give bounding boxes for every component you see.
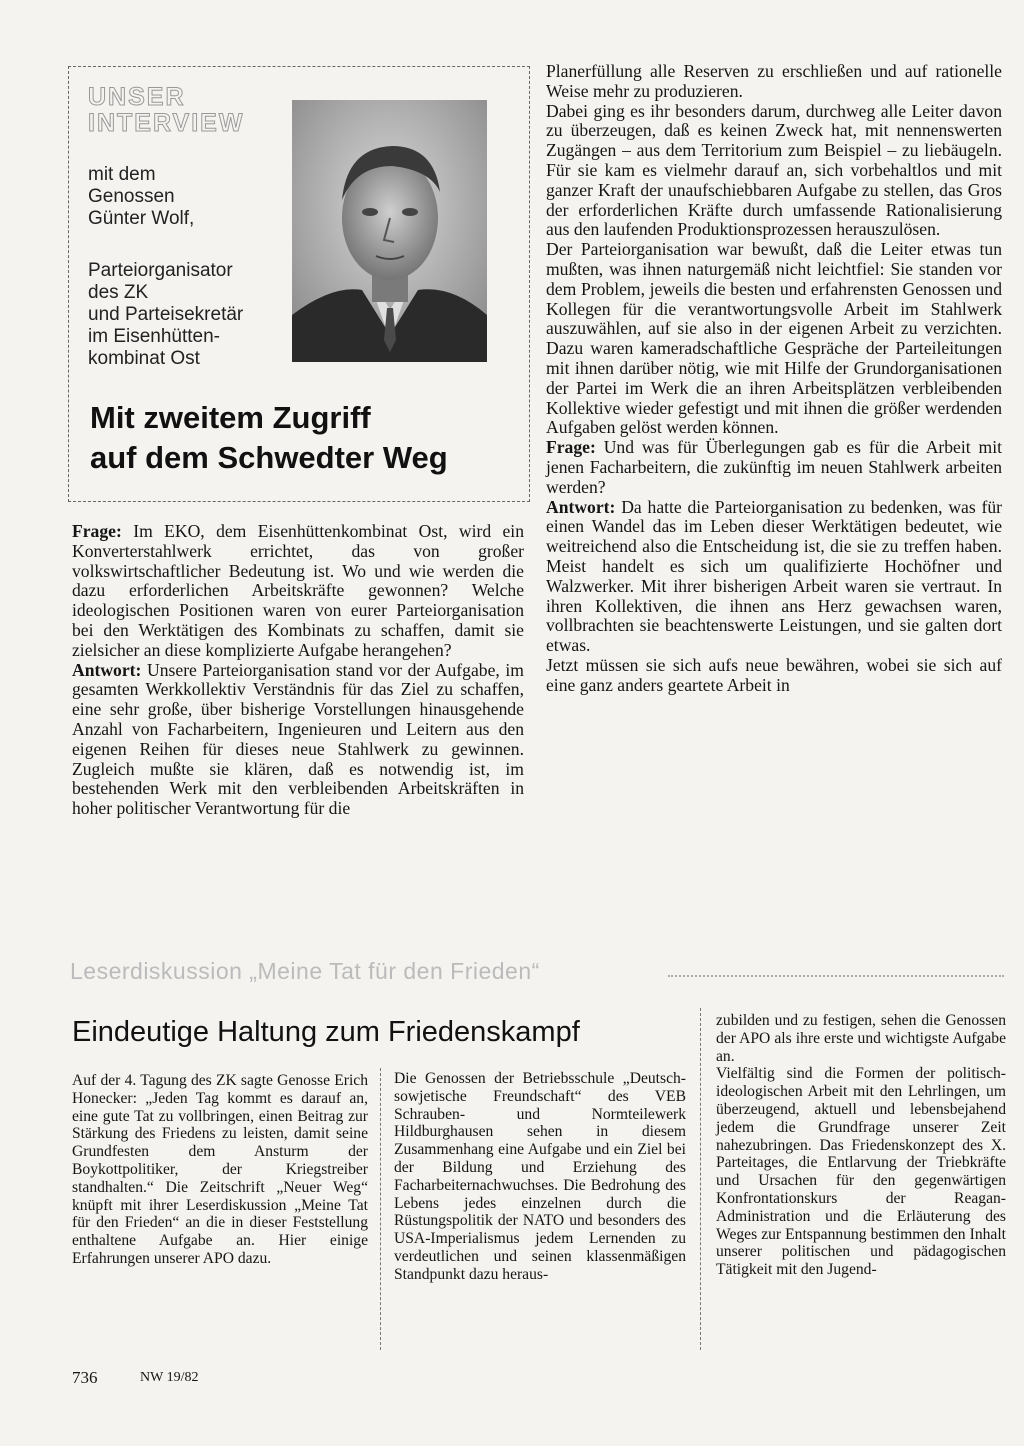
question-paragraph — [72, 522, 524, 661]
answer-text: Da hatte die Parteiorganisation zu bedenken, was für einen Wandel das im Leben dieser Werktätigen bedeutet, wie weitreichend also die Entscheidung ist, die sie zu treffen haben. Meist handelt es sich um qualifizierte Hochöfner und Walzwerker. Mit ihrer bisherigen Arbeit waren sie vertraut. In ihren Kollektiven, die ihnen ans Herz gewachsen waren, vollbrachten sie beachtenswerte Leistungen, und sie galten dort etwas. — [546, 496, 1002, 656]
paragraph: Auf der 4. Tagung des ZK sagte Genosse Erich Honecker: „Jeden Tag kommt es darauf an, eine gute Tat zu vollbringen, einen Beitrag zur Stärkung des Friedens zu leisten, damit seine Grundfesten dem Ansturm der Boykottpolitiker, der Kriegstreiber standhalten.“ Die Zeitschrift „Neuer Weg“ knüpft mit ihrer Leserdiskussion „Meine Tat für den Frieden“ an die in dieser Feststellung enthaltene Aufgabe an. Hier einige Erfahrungen unserer APO dazu. — [72, 1072, 368, 1267]
article-column-1 — [72, 1072, 368, 1268]
paragraph: Dabei ging es ihr besonders darum, durchweg alle Leiter davon zu überzeugen, daß es keinen Zweck hat, mit nennenswerten Zugängen – aus dem Territorium zum Beispiel – zu liebäugeln. Für sie kam es vielmehr darauf an, sich vorbehaltlos und mit ganzer Kraft der unaufschiebbaren Aufgabe zu stellen, das Gros der erforderlichen Kräfte durch umfassende Rationalisierung aus den laufenden Produktionsprozessen herauszulösen. — [546, 100, 1002, 240]
issue-number: NW 19/82 — [140, 1370, 199, 1385]
question-label: Frage: — [546, 437, 596, 458]
interview-headline — [90, 398, 448, 478]
column-divider — [380, 1068, 381, 1350]
interview-left-column — [72, 522, 524, 819]
paragraph: Planerfüllung alle Reserven zu erschließen und auf rationelle Weise mehr zu produzieren. — [546, 61, 1002, 101]
role-line: des ZK — [88, 282, 149, 303]
intro-line: Günter Wolf, — [88, 208, 195, 229]
article-title: Eindeutige Haltung zum Friedenskampf — [72, 1016, 580, 1048]
intro-line: mit dem — [88, 164, 156, 185]
page-number: 736 — [72, 1368, 98, 1387]
headline-line1: Mit zweitem Zugriff — [90, 400, 371, 435]
question-text: Im EKO, dem Eisenhüttenkombinat Ost, wird ein Konverterstahlwerk errichtet, das von großer volkswirtschaftlicher Bedeutung ist. Wo und wie werden die dazu erforderlichen Arbeitskräfte gewonnen? Welche ideologischen Positionen waren von eurer Parteiorganisation bei den Werktätigen des Kombinats zu schaffen, damit sie zielsicher an diese komplizierte Aufgabe herangehen? — [72, 521, 524, 660]
interview-tag-line2: INTERVIEW — [88, 109, 245, 137]
paragraph: Die Genossen der Betriebsschule „Deutsch-sowjetische Freundschaft“ des VEB Schrauben- und Normteilewerk Hildburghausen sehen in diesem Zusammenhang eine Aufgabe und ein Ziel bei der Bildung und Erziehung des Facharbeiternachwuchses. Die Bedrohung des Lebens jedes einzelnen durch die Rüstungspolitik der NATO und besonders des USA-Imperialismus jedem Lernenden zu verdeutlichen und seinen klassenmäßigen Standpunkt dazu heraus- — [394, 1070, 686, 1283]
role-line: und Parteisekretär — [88, 304, 244, 325]
paragraph: Jetzt müssen sie sich aufs neue bewähren, wobei sie sich auf eine ganz anders geartete Arbeit in — [546, 654, 1002, 695]
role-line: kombinat Ost — [88, 348, 200, 369]
column-divider — [700, 1008, 701, 1350]
interview-role — [88, 260, 243, 370]
question-paragraph — [546, 438, 1002, 497]
portrait-photo — [292, 100, 487, 362]
interview-tag — [88, 84, 244, 136]
paragraph: Der Parteiorganisation war bewußt, daß die Leiter etwas tun mußten, was ihnen naturgemäß nicht leichtfiel: Sie standen vor dem Problem, jeweils die besten und erfahrensten Genossen und Kollegen für die verantwortungsvolle Arbeit im Stahlwerk auszuwählen, auf sie also in der eigenen Arbeit zu verzichten. Dazu waren kameradschaftliche Gespräche der Parteileitungen mit ihnen darüber nötig, wie mit Hilfe der Grundorganisationen der Partei im Werk die an ihren Arbeitsplätzen verbleibenden Kollektive wieder gefestigt und mit ihnen die größer werdenden Aufgaben gelöst werden können. — [546, 239, 1002, 438]
answer-paragraph — [72, 661, 524, 819]
interview-tag-line1: UNSER — [88, 83, 186, 111]
interview-intro — [88, 164, 194, 230]
article-column-2 — [394, 1070, 686, 1284]
discussion-label: Leserdiskussion „Meine Tat für den Frieden“ — [70, 958, 540, 984]
answer-label: Antwort: — [546, 496, 616, 517]
question-label: Frage: — [72, 521, 122, 541]
answer-label: Antwort: — [72, 659, 142, 680]
interview-right-column — [546, 62, 1002, 696]
intro-line: Genossen — [88, 186, 175, 207]
paragraph: zubilden und zu festigen, sehen die Genossen der APO als ihre erste und wichtigste Aufgabe an. — [716, 1012, 1006, 1065]
discussion-divider — [668, 975, 1004, 977]
paragraph: Vielfältig sind die Formen der politisch-ideologischen Arbeit mit den Lehrlingen, um überzeugend, aktuell und lebensbejahend jedem die Grundfrage unserer Zeit nahezubringen. Das Friedenskonzept des X. Parteitages, die Entlarvung der Triebkräfte und Ursachen für den gegenwärtigen Konfrontationskurs der Reagan-Administration und die Erläuterung des Weges zur Entspannung bestimmen den Inhalt unserer politischen und pädagogischen Tätigkeit mit den Jugend- — [716, 1065, 1006, 1279]
headline-line2: auf dem Schwedter Weg — [90, 440, 448, 475]
answer-paragraph — [546, 498, 1002, 656]
article-column-3 — [716, 1012, 1006, 1279]
answer-text: Unsere Parteiorganisation stand vor der Aufgabe, im gesamten Werkkollektiv Verständnis für das Ziel zu schaffen, eine sehr große, über bisherige Vorstellungen hinausgehende Anzahl von Facharbeitern, Ingenieuren und Leitern aus den eigenen Reihen für dieses neue Stahlwerk zu gewinnen. Zugleich mußte sie klären, daß es notwendig ist, im bestehenden Werk mit den verbleibenden Arbeitskräften in hoher politischer Verantwortung für die — [72, 659, 524, 819]
role-line: Parteiorganisator — [88, 260, 233, 281]
question-text: Und was für Überlegungen gab es für die Arbeit mit jenen Facharbeitern, die zukünftig im neuen Stahlwerk arbeiten werden? — [546, 437, 1002, 497]
role-line: im Eisenhütten- — [88, 326, 221, 347]
